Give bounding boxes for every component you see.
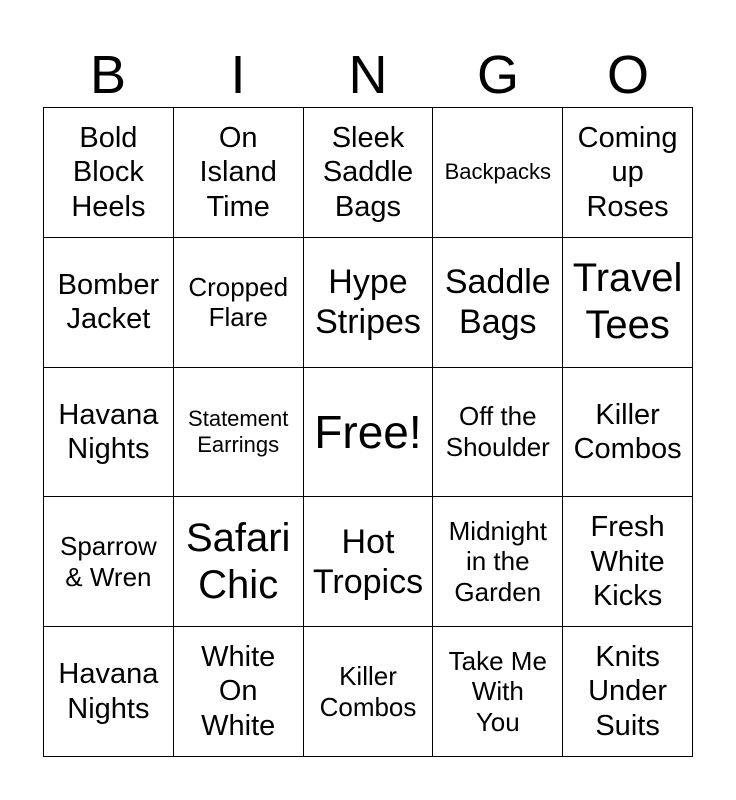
cell-label: Killer Combos bbox=[573, 398, 682, 465]
header-letter-o: O bbox=[606, 45, 649, 105]
cell-label: On Island Time bbox=[199, 122, 277, 223]
bingo-cell[interactable] bbox=[433, 497, 563, 627]
cell-label: Backpacks bbox=[444, 159, 551, 185]
bingo-cell[interactable] bbox=[174, 627, 304, 757]
cell-label: Havana Nights bbox=[58, 398, 159, 465]
cell-label: Take Me With You bbox=[448, 645, 547, 737]
bingo-header bbox=[43, 44, 693, 106]
cell-label: Travel Tees bbox=[572, 256, 683, 348]
bingo-cell[interactable] bbox=[433, 627, 563, 757]
cell-label: Off the Shoulder bbox=[445, 401, 550, 462]
cell-label: Fresh White Kicks bbox=[590, 511, 665, 612]
bingo-cell[interactable] bbox=[44, 368, 174, 498]
bingo-board bbox=[43, 107, 693, 757]
cell-label: Sparrow & Wren bbox=[59, 531, 157, 592]
header-letter-i: I bbox=[230, 45, 246, 105]
bingo-cell[interactable] bbox=[174, 108, 304, 238]
cell-label: Cropped Flare bbox=[188, 271, 289, 333]
bingo-cell[interactable] bbox=[304, 497, 434, 627]
cell-label: Hype Stripes bbox=[315, 263, 421, 342]
cell-label: Bold Block Heels bbox=[71, 122, 146, 223]
bingo-cell[interactable] bbox=[174, 497, 304, 627]
header-letter-n: N bbox=[348, 45, 388, 105]
bingo-cell[interactable] bbox=[44, 497, 174, 627]
bingo-cell[interactable] bbox=[174, 368, 304, 498]
free-space[interactable] bbox=[304, 368, 434, 498]
cell-label: Bomber Jacket bbox=[57, 268, 160, 336]
bingo-cell[interactable] bbox=[563, 238, 693, 368]
bingo-cell[interactable] bbox=[304, 108, 434, 238]
bingo-cell[interactable] bbox=[304, 238, 434, 368]
header-letter-g: G bbox=[476, 45, 519, 105]
bingo-cell[interactable] bbox=[304, 627, 434, 757]
bingo-cell[interactable] bbox=[174, 238, 304, 368]
bingo-cell[interactable] bbox=[44, 108, 174, 238]
bingo-cell[interactable] bbox=[563, 368, 693, 498]
bingo-cell[interactable] bbox=[433, 108, 563, 238]
bingo-cell[interactable] bbox=[563, 497, 693, 627]
bingo-cell[interactable] bbox=[44, 627, 174, 757]
bingo-cell[interactable] bbox=[44, 238, 174, 368]
bingo-cell[interactable] bbox=[563, 627, 693, 757]
cell-label: Havana Nights bbox=[58, 658, 159, 725]
cell-label: Midnight in the Garden bbox=[448, 515, 547, 608]
cell-label: Saddle Bags bbox=[444, 263, 551, 342]
bingo-cell[interactable] bbox=[433, 238, 563, 368]
cell-label: Safari Chic bbox=[185, 515, 291, 607]
header-letter-b: B bbox=[89, 45, 127, 105]
cell-label: Killer Combos bbox=[319, 660, 417, 722]
bingo-cell[interactable] bbox=[563, 108, 693, 238]
cell-label: Hot Tropics bbox=[312, 522, 424, 601]
cell-label: Coming up Roses bbox=[577, 122, 678, 223]
cell-label: Knits Under Suits bbox=[588, 641, 668, 742]
free-space-label: Free! bbox=[314, 405, 422, 458]
cell-label: Sleek Saddle Bags bbox=[322, 122, 414, 223]
cell-label: Statement Earrings bbox=[188, 406, 289, 457]
cell-label: White On White bbox=[201, 641, 276, 742]
bingo-cell[interactable] bbox=[433, 368, 563, 498]
